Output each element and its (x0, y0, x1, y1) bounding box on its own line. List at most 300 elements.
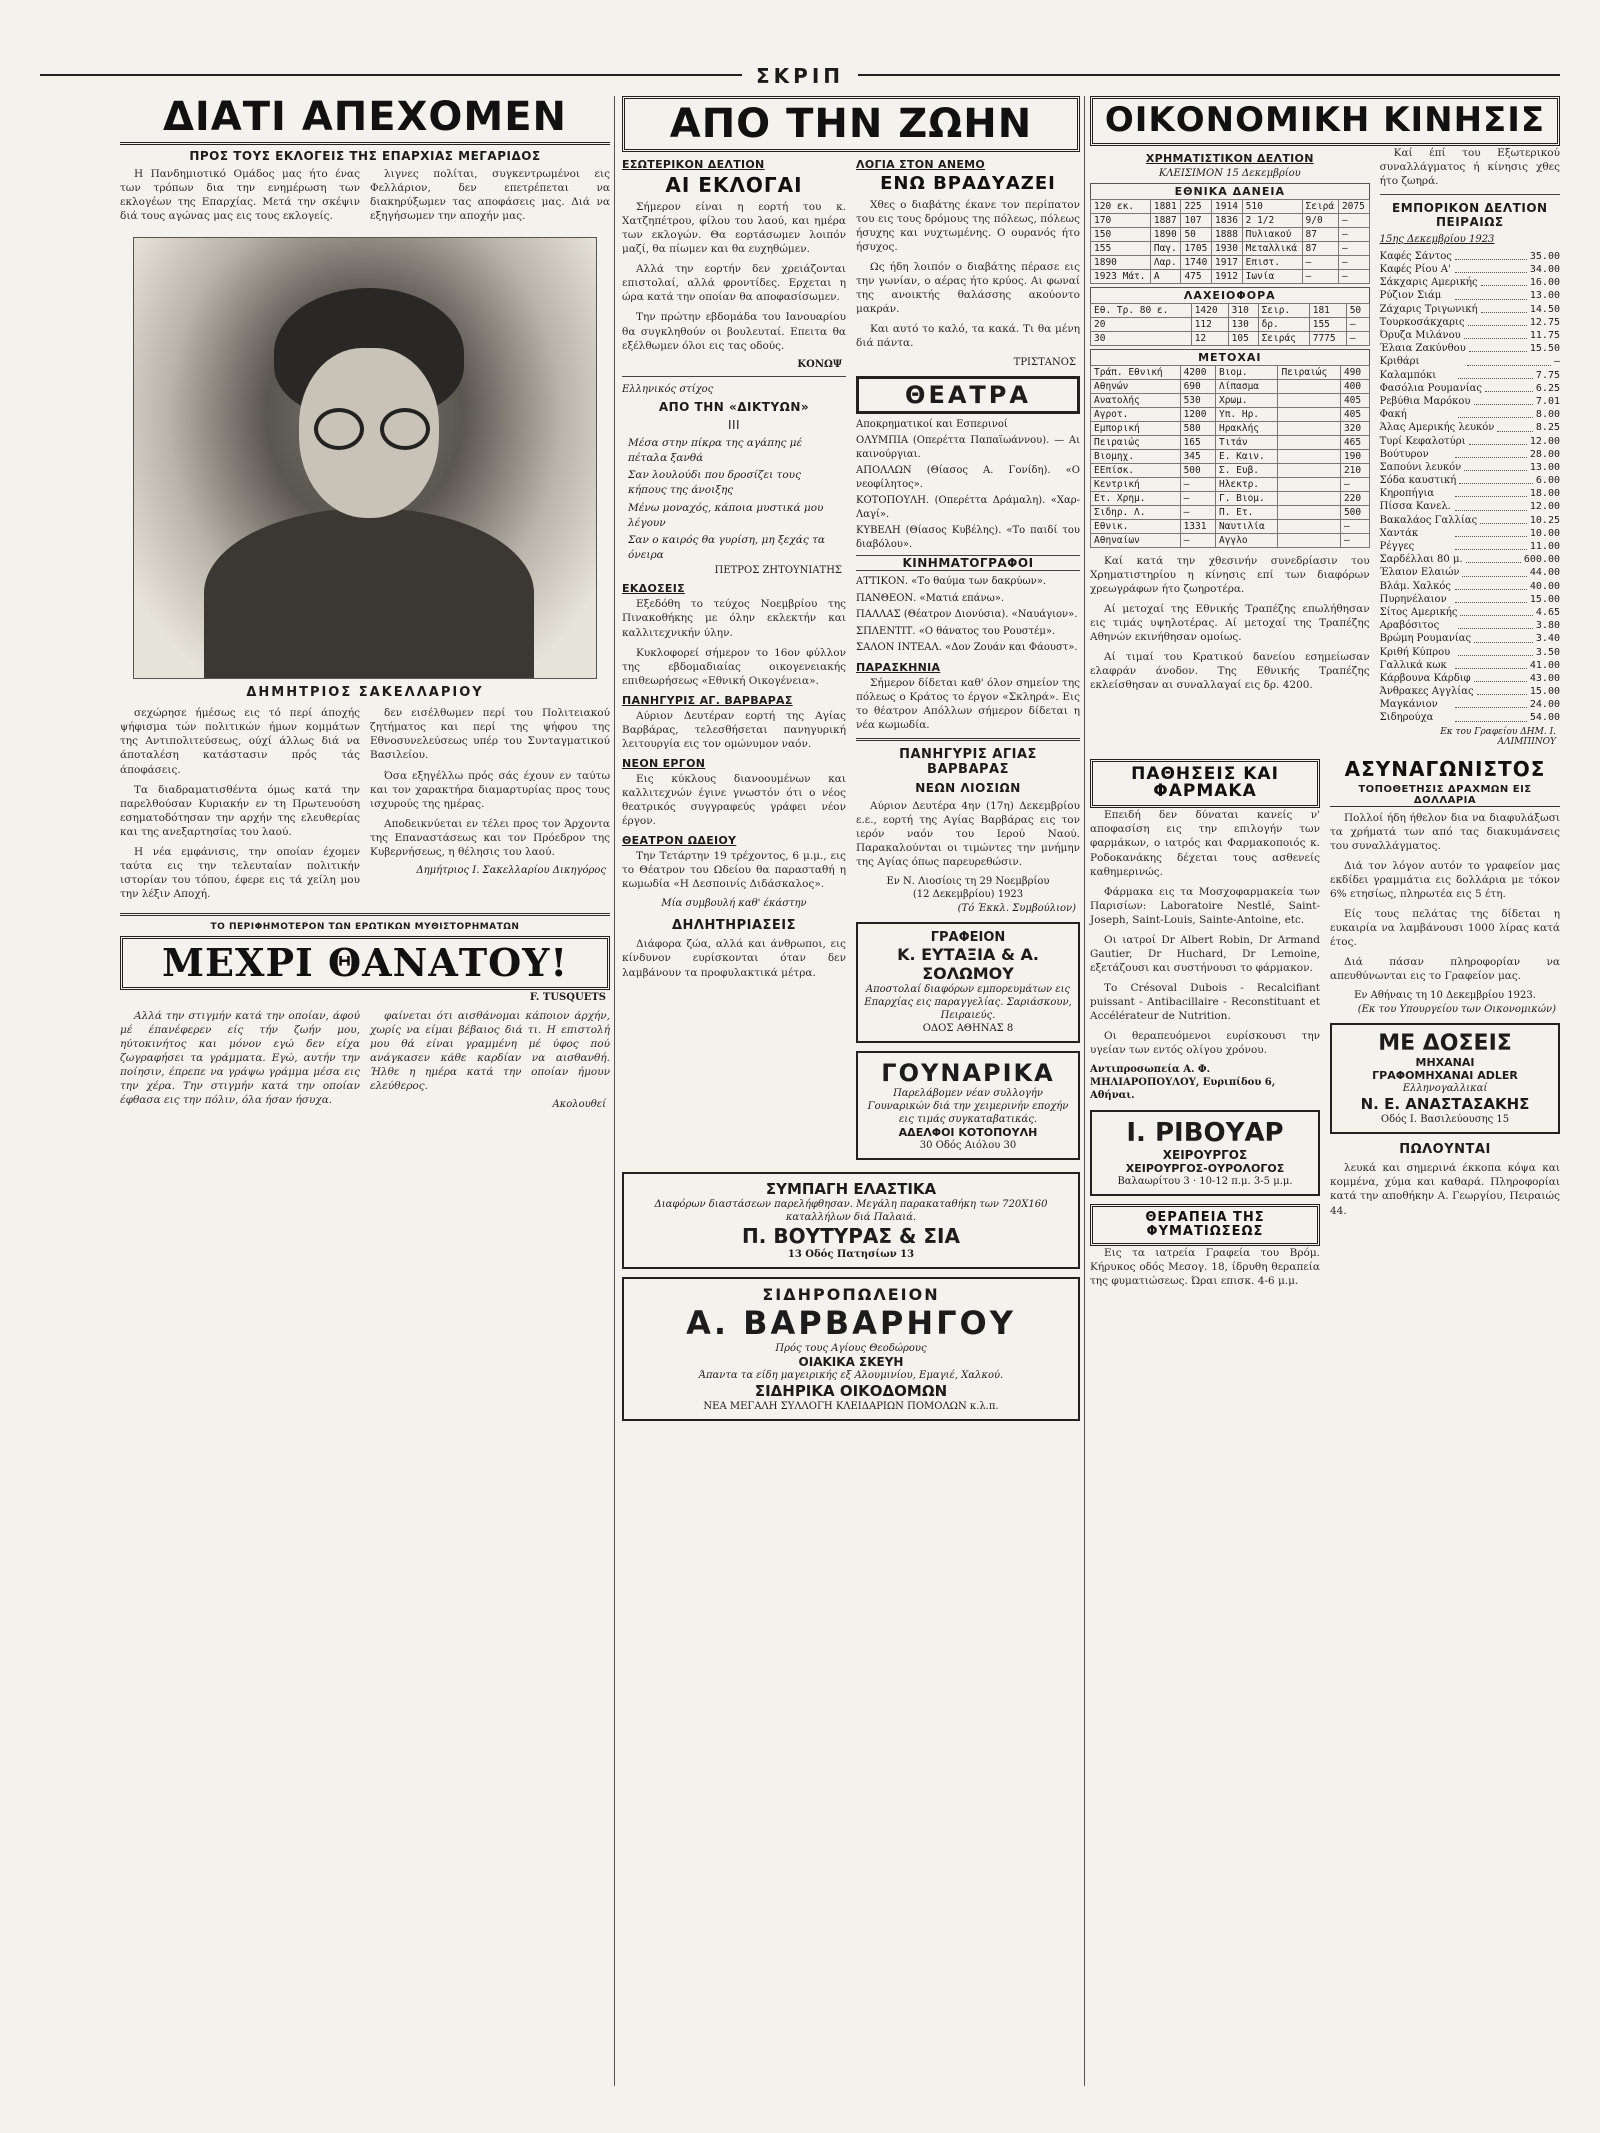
ad-tyres (622, 1172, 1080, 1269)
paragraph: δεν εισέλθωμεν περί του Πολιτειακού ζητήματος και περί της ψήφου της Εθνοσυνελεύσεως υπέρ του Συνταγματικού Βασιλείου. (370, 707, 610, 762)
ad-address: Οδός Ι. Βασιλεύουσης 15 (1380, 1114, 1510, 1126)
price-value: 12.00 (1529, 501, 1560, 513)
paragraph: Σήμερον είναι η εορτή του κ. Χατζηπέτρου, φίλου του λαού, και ημέρα των εκλογών. Θα εορτάσωμεν λοιπόν μαζί, θα πίωμεν και θα ευχηθώμεν. (622, 201, 846, 256)
stocks-cell: Ετ. Χρημ. (1091, 491, 1181, 505)
stocks-cell: 580 (1180, 421, 1215, 435)
paragraph: Επειδή δεν δύναται κανείς ν' αποφασίση εις την επιλογήν των φαρμάκων, ο ιατρός και Φαρμακοποιός κ. Ροδοκανάκης δέχεται τους ασθενείς καθημερινώς. (1090, 809, 1320, 878)
price-item: Τυρί Κεφαλοτύρι (1379, 435, 1466, 447)
bonds-row (1091, 331, 1370, 345)
ad-names: Ν. Ε. ΑΝΑΣΤΑΣΑΚΗΣ (1360, 1095, 1530, 1114)
price-leader (1460, 606, 1532, 616)
listing: ΠΑΝΘΕΟΝ. «Ματιά επάνω». (856, 592, 1005, 604)
price-leader (1474, 672, 1527, 682)
price-value: 14.50 (1529, 303, 1560, 315)
poem-line: Σαν ο καιρός θα γυρίση, μη ξεχάς τα όνειρα (628, 533, 825, 562)
bonds-cell: 155 (1309, 317, 1346, 331)
loans-cell: 155 (1091, 241, 1151, 255)
stocks-row (1091, 519, 1370, 533)
bonds-cell: 12 (1191, 331, 1228, 345)
price-value: 7.75 (1535, 369, 1561, 381)
ad-names: Κ. ΕΥΤΑΞΙΑ & Α. ΣΟΛΩΜΟΥ (897, 945, 1039, 984)
photo-glasses (380, 408, 430, 450)
price-leader (1455, 500, 1527, 510)
stocks-cell (1278, 421, 1340, 435)
ad-foot-note: ΝΕΑ ΜΕΓΑΛΗ ΣΥΛΛΟΓΗ ΚΛΕΙΔΑΡΙΩΝ ΠΟΜΟΛΩΝ κ.λ.π. (703, 1401, 999, 1413)
loans-cell: 510 (1242, 199, 1302, 213)
loans-cell: Ιωνία (1242, 269, 1302, 283)
loans-cell: 1890 (1091, 255, 1151, 269)
poem-line: Μέσα στην πίκρα της αγάπης μέ πέταλα ξανθά (628, 436, 803, 464)
ad-body: Αποστολαί διαφόρων εμπορευμάτων εις Επαρχίας εις παραγγελίας. Σαριάσκουν, Πειραιεύς. (864, 984, 1072, 1022)
article-signature: (Εκ του Υπουργείου των Οικονομικών) (1357, 1004, 1556, 1016)
stocks-cell: 690 (1180, 379, 1215, 393)
price-leader (1455, 448, 1527, 458)
ad-heading: ΓΟΥΝΑΡΙΚΑ (881, 1059, 1055, 1088)
price-leader (1469, 342, 1527, 352)
price-value: 40.00 (1529, 580, 1560, 592)
photo-caption: ΔΗΜΗΤΡΙΟΣ ΣΑΚΕΛΛΑΡΙΟΥ (246, 685, 484, 701)
serial-title: ΜΕΧΡΙ ΘΑΝΑΤΟΥ! (120, 936, 610, 990)
loans-cell: Πυλιακού (1242, 227, 1302, 241)
ad-body: Άπαντα τα είδη μαγειρικής εξ Αλουμινίου, Εμαγιέ, Χαλκού. (698, 1370, 1004, 1382)
loans-cell: 475 (1181, 269, 1212, 283)
loans-cell: Α (1150, 269, 1181, 283)
price-item: Τουρκοσάκχαρις (1379, 316, 1465, 328)
price-value: 3.50 (1535, 646, 1561, 658)
article-head: ΑΣΥΝΑΓΩΝΙΣΤΟΣ (1344, 756, 1546, 781)
article-date: Εν Αθήναις τη 10 Δεκεμβρίου 1923. (1354, 990, 1536, 1002)
loans-cell: Μεταλλικά (1242, 241, 1302, 255)
ad-ironmonger (622, 1277, 1080, 1421)
paragraph: Καί κατά την χθεσινήν συνεδρίασιν του Χρηματιστηρίου η κίνησις επί των διαφόρων χρεωγράφων ήτο ζωηροτέρα. (1090, 554, 1370, 595)
paragraph: Εις τα ιατρεία Γραφεία του Βρόμ. Κήρυκος οδός Μεσογ. 18, ίδρυθη θεραπεία της φυματιώσεως. Ώραι επισκ. 4-6 μ.μ. (1090, 1246, 1320, 1287)
ad-hours: Βαλαωρίτου 3 · 10-12 π.μ. 3-5 μ.μ. (1117, 1176, 1293, 1188)
price-value: 3.80 (1535, 620, 1561, 632)
paragraph: Φάρμακα εις τα Μοσχοφαρμακεία των Παρισίων: Laboratoire Nestlé, Saint-Joseph, Saint-Louis, Sainte-Antoine, etc. (1090, 885, 1320, 926)
paragraph: Η νέα εμφάνισις, την οποίαν έχομεν ταύτα εις την τελευταίαν πολιτικήν ιστορίαν του τόπου, έφερε εις τά χείλη μου την λέξιν Αποχή. (120, 845, 360, 900)
stocks-cell: Ανατολής (1091, 393, 1181, 407)
stocks-cell (1278, 463, 1340, 477)
stocks-cell (1278, 519, 1340, 533)
table-title: ΕΘΝΙΚΑ ΔΑΝΕΙΑ (1090, 183, 1370, 199)
price-leader (1474, 632, 1533, 642)
bonds-cell: Σειρ. (1258, 303, 1309, 317)
bonds-cell: 50 (1346, 303, 1369, 317)
daily-advice: Μία συμβουλή καθ' έκάστην (661, 898, 807, 910)
price-leader (1464, 329, 1527, 339)
price-item: Σιδηρούχα (1379, 712, 1434, 724)
price-row (1380, 500, 1560, 513)
price-item: Έλαιον Ελαιών (1379, 567, 1460, 579)
rubric: ΧΡΗΜΑΤΙΣΤΙΚΟΝ ΔΕΛΤΙΟΝ (1145, 151, 1314, 165)
article-signature: ΤΡΙΣΤΑΝΟΣ (1013, 356, 1076, 368)
price-item: Χαντάκ (1379, 527, 1419, 539)
ad-typewriters (1330, 1023, 1560, 1134)
stocks-cell: Αθηναίων (1091, 533, 1181, 547)
price-item: Κριθή Κύπρου (1379, 646, 1451, 658)
article-head: ΘΕΡΑΠΕΙΑ ΤΗΣ ΦΥΜΑΤΙΩΣΕΩΣ (1090, 1204, 1320, 1245)
paragraph: Όσα εξηγέλλω πρός σάς έχουν εν ταύτω και τον χαρακτήρα διαμαρτυρίας προς τους ισχυρούς της ημέρας. (370, 769, 610, 810)
ads-columns (1090, 756, 1560, 1294)
section-columns (622, 152, 1080, 1168)
closing-date: ΚΛΕΙΣΙΜΟΝ 15 Δεκεμβρίου (1158, 167, 1301, 179)
loans-row (1091, 269, 1370, 283)
price-leader (1466, 553, 1521, 563)
divider (622, 376, 846, 377)
stocks-cell: Γ. Βιομ. (1215, 491, 1277, 505)
price-row (1380, 263, 1560, 276)
price-row (1380, 606, 1560, 619)
stocks-cell: 490 (1340, 365, 1369, 379)
loans-cell: 1917 (1212, 255, 1243, 269)
rubric: ΛΟΓΙΑ ΣΤΟΝ ΑΝΕΜΟ (856, 158, 986, 171)
price-value: 11.75 (1529, 330, 1560, 341)
loans-row (1091, 213, 1370, 227)
stocks-cell: 500 (1340, 505, 1369, 519)
stocks-cell (1278, 393, 1340, 407)
price-item: Βακαλάος Γαλλίας (1379, 514, 1478, 526)
masthead (40, 64, 1560, 86)
article-body (120, 706, 610, 907)
section-title: ΑΠΟ ΤΗΝ ΖΩΗΝ (622, 96, 1080, 152)
portrait-photo (133, 237, 597, 679)
stocks-cell: Εθνικ. (1091, 519, 1181, 533)
serial-continued: Ακολουθεί (552, 1099, 606, 1111)
price-leader (1455, 250, 1527, 260)
price-item: Ζάχαρις Τριγωνική (1379, 303, 1478, 315)
bonds-cell: Σειράς (1258, 331, 1309, 345)
price-item: Γαλλικά κωκ (1379, 659, 1447, 671)
price-item: Όρυζα Μιλάνου (1379, 330, 1461, 341)
poem-intro: Ελληνικός στίχος (622, 383, 714, 395)
price-leader (1458, 369, 1533, 379)
serial-body (120, 1009, 610, 1116)
stocks-cell: 405 (1340, 407, 1369, 421)
stocks-row (1091, 477, 1370, 491)
price-row (1380, 672, 1560, 685)
listing: ΚΥΒΕΛΗ (Θίασος Κυβέλης). «Το παιδί του διαβόλου». (856, 525, 1080, 550)
price-item: Ρεβύθια Μαρόκου (1379, 395, 1471, 407)
bonds-cell: 130 (1228, 317, 1258, 331)
article-subhead: ΤΟΠΟΘΕΤΗΣΙΣ ΔΡΑΧΜΩΝ ΕΙΣ ΔΟΛΛΑΡΙΑ (1330, 784, 1560, 807)
finance-columns (1090, 146, 1560, 753)
stocks-cell: Ε. Καιν. (1215, 449, 1277, 463)
paragraph: Ως ήδη λοιπόν ο διαβάτης πέρασε εις την γωνίαν, ο αέρας ήτο κρύος. Αι φωναί της ανοικτής θαλάσσης ακούοντο μακράν. (856, 261, 1080, 316)
price-item: Άνθρακες Αγγλίας (1379, 686, 1474, 698)
stocks-row (1091, 421, 1370, 435)
stocks-cell: 345 (1180, 449, 1215, 463)
price-value: 35.00 (1529, 250, 1560, 262)
loans-cell: 120 εκ. (1091, 199, 1151, 213)
bonds-cell: — (1346, 331, 1369, 345)
article-head: ΔΗΛΗΤΗΡΙΑΣΕΙΣ (671, 918, 797, 934)
ad-sub: ΧΕΙΡΟΥΡΓΟΣ-ΟΥΡΟΛΟΓΟΣ (1125, 1162, 1285, 1176)
price-value: 10.00 (1529, 527, 1560, 539)
stocks-cell: Βιομηχ. (1091, 449, 1181, 463)
price-item: Καλαμπόκι (1379, 369, 1437, 381)
price-item: Φακή (1379, 409, 1407, 421)
price-leader (1467, 355, 1551, 365)
loans-cell: 1890 (1150, 227, 1181, 241)
price-item: Πίσσα Κανελ. (1379, 501, 1451, 513)
ad-body: Διαφόρων διαστάσεων παρελήφθησαν. Μεγάλη παρακαταθήκη των 720X160 καταλλήλων διά Παλαιά. (654, 1199, 1048, 1224)
price-value: 8.25 (1535, 422, 1560, 434)
stocks-row (1091, 393, 1370, 407)
stocks-cell: Χρωμ. (1215, 393, 1277, 407)
article-signature: ΚΟΝΩΨ (797, 358, 842, 370)
price-leader (1455, 580, 1527, 590)
paragraph: φαίνεται ότι αισθάνομαι κάποιον άρχήν, χωρίς να είμαι βέβαιος διά τι. Η επιστολή μου θά είναι γραμμένη μέ ύφος πού ανάγκασεν κάθε καρδίαν να αισθανθή. Ήλθε η ημέρα κατά την οποίαν ήμουν ελεύθερος. (370, 1009, 610, 1093)
price-leader (1481, 303, 1527, 313)
stocks-cell: — (1340, 519, 1369, 533)
paragraph: Αλλά την εορτήν δεν χρειάζονται επιστολαί, αλλά φροντίδες. Ερχεται η ώρα κατά την οποίαν θα αποφασίσωμεν. (622, 263, 846, 304)
stocks-cell (1278, 379, 1340, 393)
stocks-row (1091, 435, 1370, 449)
price-item: Αραβόσιτος (1379, 620, 1440, 632)
price-row (1380, 316, 1560, 329)
price-row (1380, 698, 1560, 711)
paragraph: Αί τιμαί του Κρατικού δανείου εσημείωσαν ελαφράν άνοδον. Της Εθνικής Τραπέζης εκλείσθησαν αι συναλλαγαί εις δρ. 4200. (1090, 651, 1370, 692)
stocks-cell: 165 (1180, 435, 1215, 449)
paragraph: Η Πανδημιοτικό Ομάδος μας ήτο ένας των τρόπων δια την ενημέρωση των εκλογέων της Επαρχίας. Μετά την σκέψιν διά τους αγώνας μας εις τους εκλογείς. (120, 168, 360, 223)
paragraph: Εξεδόθη το τεύχος Νοεμβρίου της Πινακοθήκης με όλην εκλεκτήν και καλλιτεχνικήν ύλην. (622, 598, 846, 639)
price-value: 6.00 (1535, 475, 1560, 487)
price-value: 600.00 (1523, 554, 1560, 566)
price-row (1380, 303, 1560, 316)
price-value: 15.00 (1529, 593, 1560, 605)
price-value: 11.00 (1529, 541, 1560, 552)
paragraph: Διά πάσαν πληροφορίαν να απευθύνωνται εις το Γραφείον μας. (1330, 956, 1560, 983)
stocks-row (1091, 491, 1370, 505)
stocks-cell: Αγροτ. (1091, 407, 1181, 421)
stocks-cell: Σ. Ευβ. (1215, 463, 1277, 477)
paragraph: Αποδεικνύεται εν τέλει προς τον Άρχοντα της Επαναστάσεως και τον Πρόεδρον της Κυβερνήσεως, η θέλησις του λαού. (370, 817, 610, 858)
loans-cell: Λαρ. (1150, 255, 1181, 269)
ad-names: Α. ΒΑΡΒΑΡΗΓΟΥ (686, 1304, 1016, 1343)
paragraph: Σήμερον δίδεται καθ' όλον σημείον της πόλεως ο Κράτος το έργον «Σκληρά». Εις το θέατρον Απόλλων σήμερον δίδεται η νέα κωμωδία. (856, 676, 1080, 731)
price-item: Σαπούνι λευκόν (1379, 461, 1462, 473)
stocks-cell: 400 (1340, 379, 1369, 393)
loans-cell: 87 (1302, 227, 1338, 241)
price-row (1380, 355, 1560, 368)
loans-cell: 2 1/2 (1242, 213, 1302, 227)
ad-address: 30 Οδός Αιόλου 30 (919, 1140, 1017, 1152)
ad-kind: ΟΙΑΚΙΚΑ ΣΚΕΥΗ (798, 1355, 904, 1370)
bonds-row (1091, 303, 1370, 317)
price-item: Καφές Ρίου Α' (1379, 264, 1451, 276)
poem-line: Μένω μοναχός, κάποια μυστικά μου λέγουν (628, 501, 824, 529)
price-row (1380, 289, 1560, 302)
paragraph: σεχώρησε ήμέσως εις τό περί άποχής ψήφισμα τών πολιτικών ήμων κομμάτων της Αντιπολιτεύσεως, ούχί άλλως διά να άποταλέση κατάστασιν πρός τάς άποφάσεις. (120, 707, 360, 776)
festival-signature: (Τό Έκκλ. Συμβούλιον) (957, 903, 1076, 915)
stocks-row (1091, 449, 1370, 463)
paragraph: Αλλά την στιγμήν κατά την οποίαν, άφού μέ έπανέφερεν είς τήν ζωήν μου, ηύτοκινήτος και μόνον εγώ δεν είχα ζωγραφήσει τα γράμματα. Εγώ, αυτήν την ποίησιν, έπρεπε να γράψω γράμμα μέσα εις την χέρα. Την στιγμήν κατά την οποίαν έφθασα εις την πόλιν, όλα ήσαν ήσυχα. (120, 1009, 360, 1107)
ad-furs (856, 1051, 1080, 1160)
ad-address: ΟΔΟΣ ΑΘΗΝΑΣ 8 (922, 1023, 1014, 1035)
stocks-cell: 1200 (1180, 407, 1215, 421)
price-row (1380, 382, 1560, 395)
stocks-cell: Ναυτιλία (1215, 519, 1277, 533)
price-row (1380, 342, 1560, 355)
loans-cell: — (1338, 255, 1369, 269)
price-row (1380, 580, 1560, 593)
price-list (1380, 250, 1560, 725)
column-divider (614, 96, 615, 2086)
ad-sub: Πρός τους Αγίους Θεοδώρους (775, 1343, 927, 1355)
stocks-cell: Τιτάν (1215, 435, 1277, 449)
price-item: Σίτος Αμερικής (1379, 606, 1458, 618)
price-value: 24.00 (1529, 699, 1560, 711)
stocks-cell: 4200 (1180, 365, 1215, 379)
price-row (1380, 421, 1560, 434)
paragraph: Διά τον λόγον αυτόν το γραφείον μας εκδίδει γραμμάτια εις δολλάρια με τόκον 6% ετησίως, πληρωτέα εις 5 έτη. (1330, 859, 1560, 900)
price-value: 41.00 (1529, 659, 1560, 671)
photo-glasses (314, 408, 364, 450)
loans-cell: 107 (1181, 213, 1212, 227)
price-leader (1455, 593, 1527, 603)
ad-heading: ΣΥΜΠΑΓΗ ΕΛΑΣΤΙΚΑ (765, 1180, 937, 1199)
stocks-cell: Τράπ. Εθνική (1091, 365, 1181, 379)
price-value: 13.00 (1529, 290, 1560, 302)
paragraph: Την πρώτην εβδομάδα του Ιανουαρίου θα συγκληθούν οι βουλευταί. Επειτα θα εξέλθωμεν όλοι εις τας οδούς. (622, 311, 846, 352)
price-value: 16.00 (1529, 277, 1560, 289)
listing: ΠΑΛΛΑΣ (Θέατρον Διονύσια). «Ναυάγιον». (856, 609, 1078, 621)
price-value: 3.40 (1535, 633, 1560, 645)
stocks-cell: 530 (1180, 393, 1215, 407)
price-row (1380, 659, 1560, 672)
bonds-table (1090, 303, 1370, 346)
price-value: 44.00 (1529, 567, 1560, 579)
stocks-cell (1278, 491, 1340, 505)
ad-line: Ελληνογαλλικαί (1402, 1083, 1488, 1095)
price-leader (1477, 685, 1527, 695)
paragraph: Αύριον Δευτέραν εορτή της Αγίας Βαρβάρας, τελεσθήσεται πανηγυρική λειτουργία εις τον ομώνυμον ναόν. (622, 709, 846, 750)
loans-row (1091, 241, 1370, 255)
ad-heading: ΜΕ ΔΟΣΕΙΣ (1378, 1031, 1512, 1057)
stocks-cell: 220 (1340, 491, 1369, 505)
article-head: ΠΩΛΟΥΝΤΑΙ (1399, 1142, 1491, 1158)
paragraph: Αί μετοχαί της Εθνικής Τραπέζης επωλήθησαν εις τιμάς υψηλοτέρας. Αί μετοχαί της Τραπέζης Αθηνών εκινήθησαν ομοίως. (1090, 602, 1370, 643)
stocks-cell: Βιομ. (1215, 365, 1277, 379)
loans-cell: — (1338, 227, 1369, 241)
loans-cell: 1914 (1212, 199, 1243, 213)
article-head: ΑΙ ΕΚΛΟΓΑΙ (665, 173, 803, 197)
price-item: Βλάμ. Χαλκός (1379, 580, 1451, 592)
loans-cell: 170 (1091, 213, 1151, 227)
stocks-cell (1278, 407, 1340, 421)
stocks-cell: — (1180, 477, 1215, 491)
loans-cell: — (1338, 241, 1369, 255)
price-value: 15.50 (1529, 343, 1560, 355)
price-value: 34.00 (1529, 264, 1560, 276)
price-leader (1455, 659, 1527, 669)
stocks-cell: — (1180, 505, 1215, 519)
paragraph: Χθες ο διαβάτης έκανε τον περίπατον του εις τους δρόμους της πόλεως, πόλεως ήσυχης και νυχτωμένης. Ο ουρανός ήτο ήσυχος. (856, 198, 1080, 254)
price-value: 13.00 (1529, 461, 1560, 473)
price-leader (1455, 540, 1527, 550)
ad-heading: ΓΡΑΦΕΙΟΝ (930, 930, 1006, 946)
stocks-row (1091, 533, 1370, 547)
paragraph: Αύριον Δευτέρα 4ην (17η) Δεκεμβρίου ε.ε., εορτή της Αγίας Βαρβάρας εις τον ιερόν ναόν του Ιερού Ναού. Παρακαλούνται οι τιμώντες την μνήμην της Αγίας όπως παρευρεθώσιν. (856, 799, 1080, 869)
ad-line: ΜΗΧΑΝΑΙ (1415, 1056, 1475, 1070)
price-row (1380, 527, 1560, 540)
price-leader (1455, 711, 1527, 721)
stocks-cell: — (1340, 477, 1369, 491)
loans-cell: — (1338, 269, 1369, 283)
loans-cell: 1888 (1212, 227, 1243, 241)
stocks-cell: Λίπασμα (1215, 379, 1277, 393)
stocks-cell: 190 (1340, 449, 1369, 463)
paragraph: Την Τετάρτην 19 τρέχοντος, 6 μ.μ., εις το Θέατρον του Ωδείου θα παρασταθή η κωμωδία «Η Δεσποινίς Διδάσκαλος». (622, 850, 846, 891)
stocks-cell (1278, 533, 1340, 547)
article-head: ΕΝΩ ΒΡΑΔΥΑΖΕΙ (880, 173, 1056, 194)
price-leader (1497, 421, 1533, 431)
price-item: Φασόλια Ρουμανίας (1379, 382, 1483, 394)
serial-author: F. TUSQUETS (529, 991, 606, 1003)
ad-address: 13 Οδός Πατησίων 13 (787, 1249, 915, 1261)
commercial-date: 15ης Δεκεμβρίου 1923 (1379, 233, 1495, 245)
stocks-cell: 210 (1340, 463, 1369, 477)
price-value: 7.01 (1535, 395, 1560, 407)
price-value: 10.25 (1529, 514, 1560, 526)
stocks-cell: Ηλεκτρ. (1215, 477, 1277, 491)
price-leader (1458, 619, 1533, 629)
festival-heading: ΠΑΝΗΓΥΡΙΣ ΑΓΙΑΣ ΒΑΡΒΑΡΑΣ (899, 746, 1037, 777)
price-value: 54.00 (1529, 712, 1560, 724)
price-leader (1455, 487, 1527, 497)
price-value: 43.00 (1529, 672, 1560, 684)
stocks-cell: Σιδηρ. Λ. (1091, 505, 1181, 519)
table-title: ΜΕΤΟΧΑΙ (1090, 349, 1370, 365)
price-row (1380, 408, 1560, 421)
paragraph: Διάφορα ζώα, αλλά και άνθρωποι, εις κίνδυνον ευρίσκονται όταν δεν λαμβάνουν τα προφυλακτικά μέτρα. (622, 938, 846, 979)
divider (1380, 194, 1560, 195)
price-leader (1481, 276, 1527, 286)
loans-cell: Σειρά (1302, 199, 1338, 213)
stocks-cell: — (1180, 491, 1215, 505)
price-leader (1455, 527, 1527, 537)
loans-cell: 9/0 (1302, 213, 1338, 227)
price-leader (1458, 408, 1533, 418)
price-row (1380, 276, 1560, 289)
stocks-cell: — (1340, 533, 1369, 547)
price-item: Βούτυρον (1379, 448, 1429, 460)
stocks-cell: Ηρακλής (1215, 421, 1277, 435)
price-row (1380, 487, 1560, 500)
loans-row (1091, 199, 1370, 213)
paragraph: Τα διαδραματισθέντα όμως κατά την παρελθούσαν Κυριακήν εν τη Πρωτευούση εσηματοδότησαν την αρχήν της ελευθερίας και της ανεξαρτησίας του λαού. (120, 783, 360, 838)
stocks-cell (1278, 435, 1340, 449)
price-row (1380, 632, 1560, 645)
price-row (1380, 329, 1560, 342)
loans-cell: — (1302, 255, 1338, 269)
loans-row (1091, 255, 1370, 269)
stocks-cell: ΕΕπίσκ. (1091, 463, 1181, 477)
price-leader (1462, 566, 1526, 576)
loans-row (1091, 227, 1370, 241)
rubric: ΝΕΟΝ ΕΡΓΟΝ (622, 756, 706, 770)
rubric: ΠΑΡΑΣΚΗΝΙΑ (856, 660, 941, 674)
price-value: 12.00 (1529, 435, 1560, 447)
photo-suit (204, 508, 534, 678)
paragraph: λιγνες πολίται, συγκεντρωμένοι εις Φελλάριον, δεν επετρέπεται να διακηρύξωμεν τας αποφάσεις μας. Διά να εξηγήσωμεν την αποχήν μας. (370, 168, 610, 223)
price-item: Ρέγγες (1379, 541, 1415, 552)
bonds-cell: 112 (1191, 317, 1228, 331)
price-item: Μαγκάνιον (1379, 699, 1438, 711)
festival-date: (12 Δεκεμβρίου) 1923 (912, 889, 1024, 901)
price-row (1380, 474, 1560, 487)
price-value: 4.65 (1535, 606, 1560, 618)
